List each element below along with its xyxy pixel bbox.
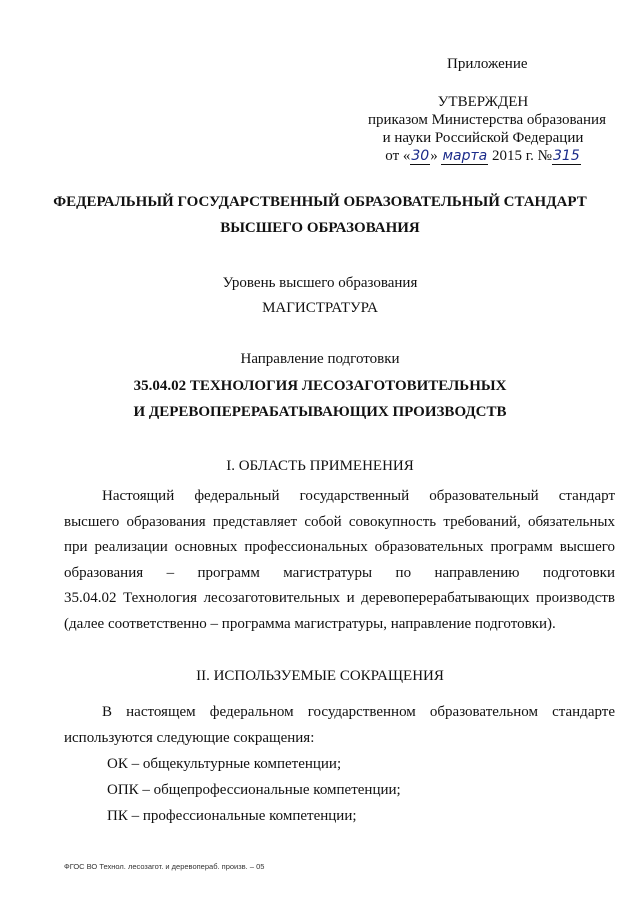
abbreviation-item-ok: ОК – общекультурные компетенции; [107, 756, 342, 772]
section-1-heading: I. ОБЛАСТЬ ПРИМЕНЕНИЯ [226, 458, 414, 474]
date-quote-close: » [430, 148, 438, 164]
order-date-line [368, 147, 598, 165]
paragraph-line: 35.04.02 Технология лесозаготовительных и деревоперерабатывающих производств [64, 590, 615, 606]
approval-block [368, 93, 606, 165]
abbreviation-item-opk: ОПК – общепрофессиональные компетенции; [107, 782, 401, 798]
paragraph-line: образования – программ магистратуры по направлению подготовки [64, 564, 615, 581]
direction-title-line-2: И ДЕРЕВОПЕРЕРАБАТЫВАЮЩИХ ПРОИЗВОДСТВ [133, 404, 507, 420]
abbreviation-item-pk: ПК – профессиональные компетенции; [107, 808, 357, 824]
paragraph-line: высшего образования представляет собой совокупность требований, обязательных [64, 513, 615, 530]
direction-label: Направление подготовки [240, 351, 400, 367]
order-line-1: приказом Министерства образования [368, 112, 606, 128]
date-prefix: от « [385, 148, 411, 164]
page-footer: ФГОС ВО Технол. лесозагот. и деревопераб. произв. – 05 [64, 862, 265, 871]
date-year: 2015 г. № [491, 148, 552, 164]
handwritten-month: марта [442, 148, 488, 164]
direction-title-line-1: 35.04.02 ТЕХНОЛОГИЯ ЛЕСОЗАГОТОВИТЕЛЬНЫХ [133, 378, 507, 394]
section-2-heading: II. ИСПОЛЬЗУЕМЫЕ СОКРАЩЕНИЯ [196, 668, 444, 684]
handwritten-number: 315 [553, 148, 580, 164]
paragraph-line: Настоящий федеральный государственный образовательный стандарт [102, 488, 615, 504]
handwritten-day: 30 [411, 148, 430, 164]
approved-label: УТВЕРЖДЕН [437, 94, 529, 110]
document-title-line-1: ФЕДЕРАЛЬНЫЙ ГОСУДАРСТВЕННЫЙ ОБРАЗОВАТЕЛЬНЫЙ СТАНДАРТ [53, 194, 587, 210]
paragraph-line: используются следующие сокращения: [64, 729, 315, 746]
section-1-paragraph [64, 484, 615, 637]
order-line-2: и науки Российской Федерации [382, 130, 584, 146]
education-level-value: МАГИСТРАТУРА [262, 300, 378, 316]
paragraph-line: (далее соответственно – программа магистратуры, направление подготовки). [64, 615, 556, 632]
section-2-paragraph [64, 700, 615, 751]
paragraph-line: В настоящем федеральном государственном образовательном стандарте [102, 704, 615, 720]
appendix-label: Приложение [447, 56, 528, 72]
document-title-line-2: ВЫСШЕГО ОБРАЗОВАНИЯ [220, 220, 420, 236]
education-level-label: Уровень высшего образования [222, 275, 418, 291]
paragraph-line: при реализации основных профессиональных образовательных программ высшего [64, 539, 615, 555]
